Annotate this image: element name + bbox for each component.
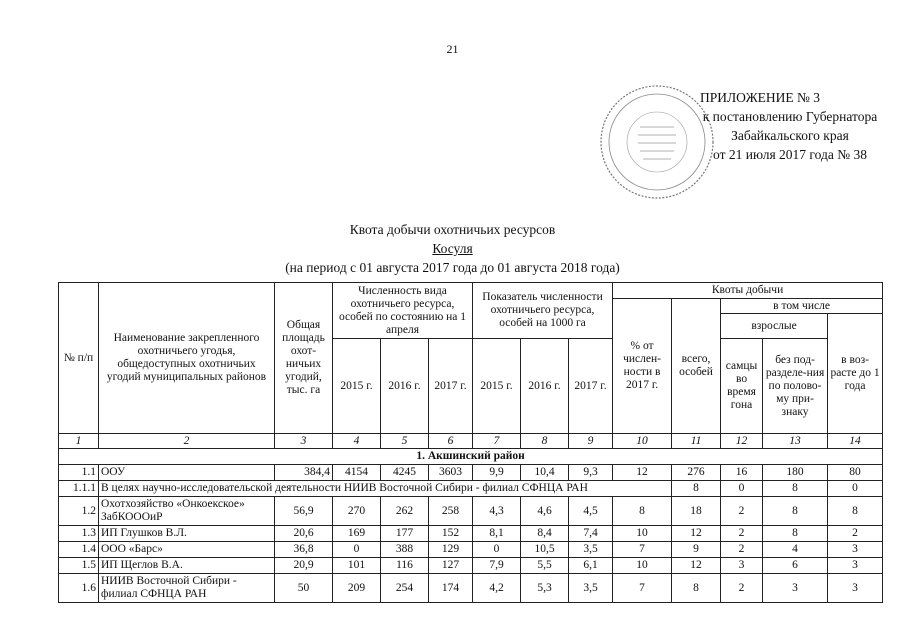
cell-no-sex: 8	[763, 497, 828, 526]
cell-males: 2	[721, 526, 763, 542]
column-number: 12	[721, 434, 763, 449]
cell-males: 2	[721, 497, 763, 526]
cell-total: 12	[672, 558, 721, 574]
cell-density-2017: 3,5	[569, 574, 613, 603]
cell-no-sex: 8	[763, 481, 828, 497]
cell-num: 1.5	[59, 558, 99, 574]
column-number: 8	[521, 434, 569, 449]
cell-num: 1.1	[59, 465, 99, 481]
cell-density-2015: 7,9	[473, 558, 521, 574]
cell-total: 276	[672, 465, 721, 481]
cell-count-2016: 177	[381, 526, 429, 542]
cell-count-2017: 129	[429, 542, 473, 558]
cell-pct: 10	[613, 526, 672, 542]
column-number: 11	[672, 434, 721, 449]
cell-name: ИП Щеглов В.А.	[99, 558, 275, 574]
cell-count-2017: 152	[429, 526, 473, 542]
cell-total: 8	[672, 481, 721, 497]
cell-no-sex: 3	[763, 574, 828, 603]
cell-density-2016: 10,4	[521, 465, 569, 481]
cell-density-2015: 4,2	[473, 574, 521, 603]
table-row	[59, 558, 883, 574]
cell-name: Охотхозяйство «Онкоекское» ЗабКОООиР	[99, 497, 275, 526]
district-row	[59, 449, 883, 465]
district-name: 1. Акшинский район	[59, 449, 883, 465]
cell-density-2016: 8,4	[521, 526, 569, 542]
cell-name: НИИВ Восточной Сибири - филиал СФНЦА РАН	[99, 574, 275, 603]
header-area: Общая площадь охот-ничьих угодий, тыс. га	[275, 283, 333, 434]
period-line: (на период с 01 августа 2017 года до 01 августа 2018 года)	[285, 260, 620, 275]
cell-name: ИП Глушков В.Л.	[99, 526, 275, 542]
cell-males: 16	[721, 465, 763, 481]
appendix-title: ПРИЛОЖЕНИЕ № 3	[700, 90, 821, 105]
cell-density-2015: 9,9	[473, 465, 521, 481]
cell-density-2017: 3,5	[569, 542, 613, 558]
table-row	[59, 526, 883, 542]
cell-pct: 10	[613, 558, 672, 574]
column-number: 4	[333, 434, 381, 449]
cell-young: 3	[828, 558, 883, 574]
column-number: 3	[275, 434, 333, 449]
cell-count-2016: 262	[381, 497, 429, 526]
header-quota: Квоты добычи	[613, 283, 883, 299]
cell-count-2015: 270	[333, 497, 381, 526]
cell-no-sex: 8	[763, 526, 828, 542]
cell-count-2017: 127	[429, 558, 473, 574]
cell-name: ООУ	[99, 465, 275, 481]
column-number: 7	[473, 434, 521, 449]
cell-count-2017: 3603	[429, 465, 473, 481]
cell-no-sex: 6	[763, 558, 828, 574]
cell-area: 36,8	[275, 542, 333, 558]
cell-count-2015: 209	[333, 574, 381, 603]
cell-young: 80	[828, 465, 883, 481]
header-no-sex: без под-разделе-ния по полово-му при-знаку	[763, 339, 828, 434]
document-heading	[0, 220, 905, 277]
cell-young: 3	[828, 574, 883, 603]
cell-count-2016: 4245	[381, 465, 429, 481]
header-pct: % от числен-ности в 2017 г.	[613, 299, 672, 434]
cell-density-2017: 7,4	[569, 526, 613, 542]
cell-young: 3	[828, 542, 883, 558]
cell-count-2016: 388	[381, 542, 429, 558]
quota-table	[58, 282, 883, 603]
column-number: 9	[569, 434, 613, 449]
page-number: 21	[446, 42, 459, 56]
cell-total: 12	[672, 526, 721, 542]
header-row	[59, 283, 883, 299]
header-year: 2015 г.	[473, 339, 521, 434]
header-name: Наименование закрепленного охотничьего угодья, общедоступных охотничьих угодий муниципальных районов	[99, 283, 275, 434]
cell-density-2015: 4,3	[473, 497, 521, 526]
cell-area: 20,6	[275, 526, 333, 542]
table-row	[59, 481, 883, 497]
cell-young: 0	[828, 481, 883, 497]
header-year: 2016 г.	[381, 339, 429, 434]
cell-total: 8	[672, 574, 721, 603]
appendix-line: Забайкальского края	[731, 128, 849, 143]
header-year: 2016 г.	[521, 339, 569, 434]
header-total: всего, особей	[672, 299, 721, 434]
cell-count-2015: 4154	[333, 465, 381, 481]
cell-pct: 12	[613, 465, 672, 481]
cell-males: 2	[721, 542, 763, 558]
cell-count-2016: 254	[381, 574, 429, 603]
cell-total: 18	[672, 497, 721, 526]
cell-num: 1.3	[59, 526, 99, 542]
cell-density-2016: 4,6	[521, 497, 569, 526]
cell-density-2015: 0	[473, 542, 521, 558]
cell-area: 50	[275, 574, 333, 603]
table-row	[59, 465, 883, 481]
cell-num: 1.1.1	[59, 481, 99, 497]
cell-count-2017: 174	[429, 574, 473, 603]
cell-pct: 7	[613, 574, 672, 603]
table-row	[59, 574, 883, 603]
cell-density-2017: 6,1	[569, 558, 613, 574]
column-number: 2	[99, 434, 275, 449]
cell-males: 3	[721, 558, 763, 574]
header-adults: взрослые	[721, 314, 828, 339]
table-row	[59, 542, 883, 558]
cell-young: 8	[828, 497, 883, 526]
column-number: 5	[381, 434, 429, 449]
cell-density-2017: 4,5	[569, 497, 613, 526]
cell-density-2016: 10,5	[521, 542, 569, 558]
cell-count-2015: 101	[333, 558, 381, 574]
column-number: 13	[763, 434, 828, 449]
column-number: 6	[429, 434, 473, 449]
header-including: в том числе	[721, 299, 883, 314]
header-count: Численность вида охотничьего ресурса, особей по состоянию на 1 апреля	[333, 283, 473, 339]
cell-num: 1.6	[59, 574, 99, 603]
cell-no-sex: 180	[763, 465, 828, 481]
header-num: № п/п	[59, 283, 99, 434]
header-young: в воз-расте до 1 года	[828, 314, 883, 434]
cell-no-sex: 4	[763, 542, 828, 558]
column-numbers-row	[59, 434, 883, 449]
column-number: 1	[59, 434, 99, 449]
header-year: 2017 г.	[429, 339, 473, 434]
column-number: 10	[613, 434, 672, 449]
cell-males: 2	[721, 574, 763, 603]
cell-density-2017: 9,3	[569, 465, 613, 481]
header-year: 2015 г.	[333, 339, 381, 434]
table-row	[59, 497, 883, 526]
cell-density-2016: 5,5	[521, 558, 569, 574]
cell-name: ООО «Барс»	[99, 542, 275, 558]
appendix-line: к постановлению Губернатора	[702, 109, 878, 124]
cell-count-2016: 116	[381, 558, 429, 574]
cell-name: В целях научно-исследовательской деятельности НИИВ Восточной Сибири - филиал СФНЦА РАН	[99, 481, 672, 497]
cell-density-2016: 5,3	[521, 574, 569, 603]
header-year: 2017 г.	[569, 339, 613, 434]
cell-density-2015: 8,1	[473, 526, 521, 542]
document-title: Квота добычи охотничьих ресурсов	[349, 222, 556, 237]
appendix-line: от 21 июля 2017 года № 38	[713, 147, 867, 162]
cell-total: 9	[672, 542, 721, 558]
cell-area: 56,9	[275, 497, 333, 526]
cell-pct: 7	[613, 542, 672, 558]
cell-young: 2	[828, 526, 883, 542]
cell-males: 0	[721, 481, 763, 497]
cell-num: 1.2	[59, 497, 99, 526]
cell-count-2015: 0	[333, 542, 381, 558]
cell-count-2015: 169	[333, 526, 381, 542]
header-males: самцы во время гона	[721, 339, 763, 434]
cell-num: 1.4	[59, 542, 99, 558]
cell-area: 384,4	[275, 465, 333, 481]
cell-count-2017: 258	[429, 497, 473, 526]
cell-pct: 8	[613, 497, 672, 526]
header-density: Показатель численности охотничьего ресурса, особей на 1000 га	[473, 283, 613, 339]
column-number: 14	[828, 434, 883, 449]
appendix-block	[680, 88, 900, 164]
cell-area: 20,9	[275, 558, 333, 574]
species-name: Косуля	[432, 241, 473, 256]
